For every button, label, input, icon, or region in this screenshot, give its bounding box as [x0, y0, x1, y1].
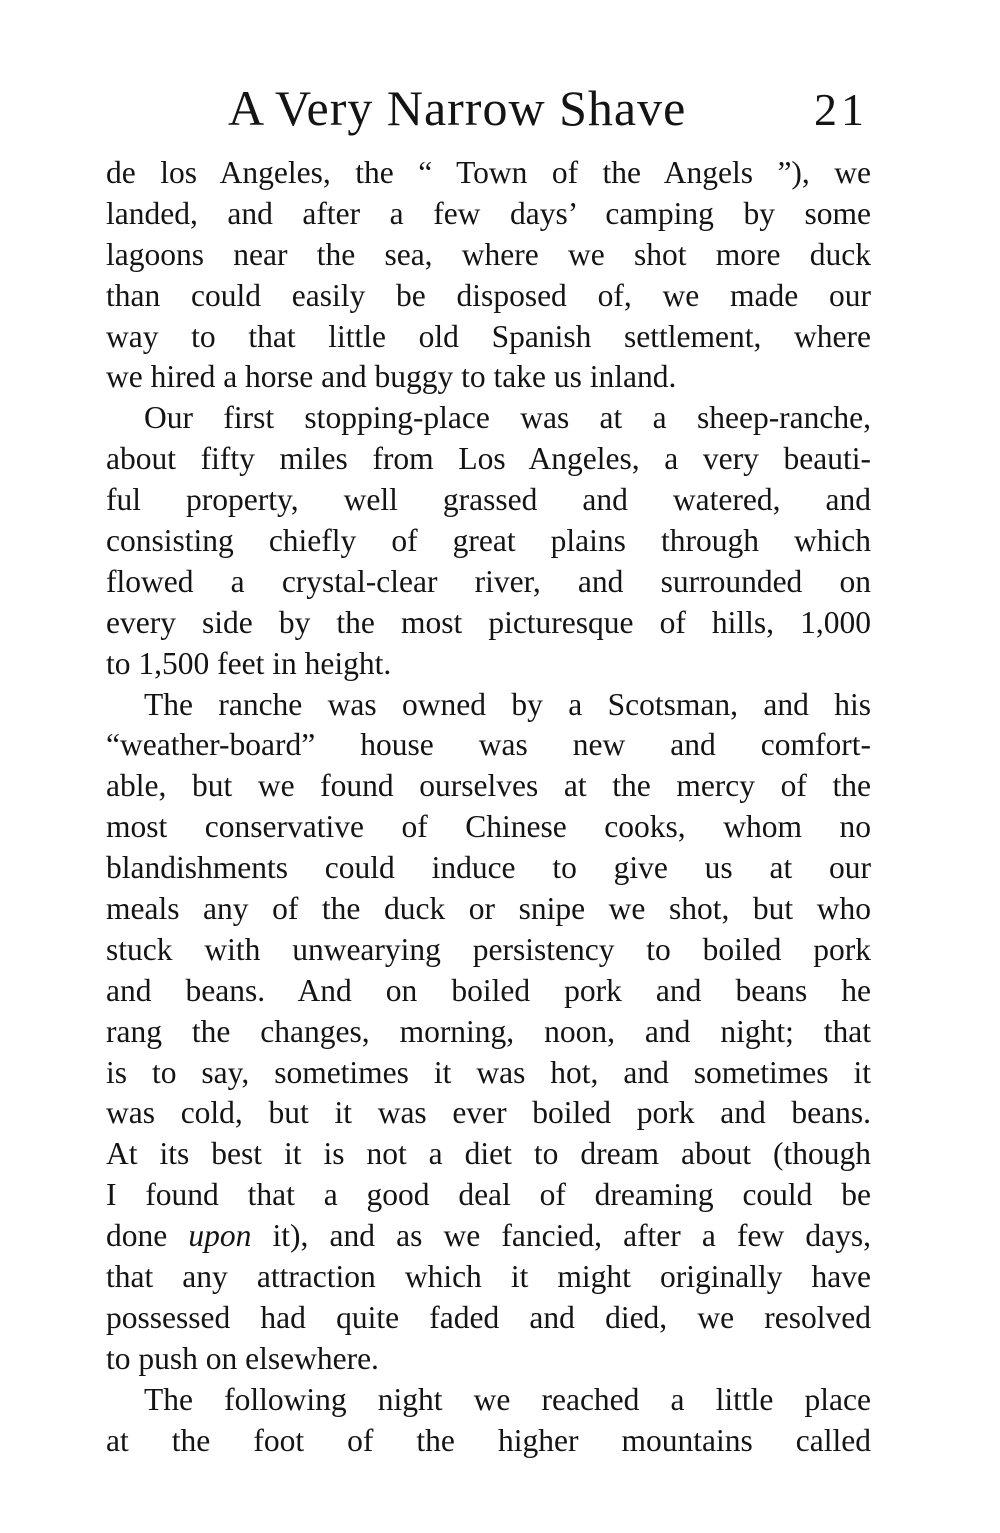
body-text — [106, 153, 871, 1462]
text-line: ful property, well grassed and watered, and — [106, 482, 871, 518]
text-line: was cold, but it was ever boiled pork and beans. — [106, 1095, 871, 1131]
text-line: lagoons near the sea, where we shot more duck — [106, 236, 871, 272]
text-line: blandishments could induce to give us at our — [106, 850, 871, 886]
italic-word: upon — [188, 1218, 252, 1254]
text-line: every side by the most picturesque of hills, 1,000 — [106, 604, 871, 640]
text-line: way to that little old Spanish settlement, where — [106, 318, 871, 354]
text-line: flowed a crystal-clear river, and surrounded on — [106, 563, 871, 599]
text-line: I found that a good deal of dreaming could be — [106, 1177, 871, 1213]
text-line: that any attraction which it might originally have — [106, 1259, 871, 1295]
text-line: stuck with unwearying persistency to boiled pork — [106, 931, 871, 967]
page-number: 21 — [814, 84, 868, 135]
text-line: able, but we found ourselves at the mercy of the — [106, 768, 871, 804]
text-line: de los Angeles, the “ Town of the Angels ”), we — [106, 155, 871, 190]
text-line: and beans. And on boiled pork and beans he — [106, 972, 871, 1008]
text-line: we hired a horse and buggy to take us inland. — [106, 359, 677, 395]
text-line: consisting chiefly of great plains through which — [106, 523, 871, 559]
text-line: The following night we reached a little place — [144, 1381, 871, 1417]
text-line: to 1,500 feet in height. — [106, 645, 392, 681]
text-line: meals any of the duck or snipe we shot, but who — [106, 891, 871, 927]
text-line: at the foot of the higher mountains called — [106, 1422, 871, 1458]
text-line: The ranche was owned by a Scotsman, and his — [144, 686, 871, 722]
text-line: most conservative of Chinese cooks, whom no — [106, 809, 871, 845]
text-line: about fifty miles from Los Angeles, a very beauti- — [106, 441, 871, 477]
text-line: Our first stopping-place was at a sheep-ranche, — [144, 400, 871, 436]
running-title: A Very Narrow Shave — [228, 80, 687, 136]
text-line: landed, and after a few days’ camping by some — [106, 195, 871, 231]
text-line: is to say, sometimes it was hot, and sometimes it — [106, 1054, 871, 1090]
text-line: than could easily be disposed of, we made our — [106, 277, 871, 313]
text-line: rang the changes, morning, noon, and night; that — [106, 1013, 871, 1049]
text-line: possessed had quite faded and died, we resolved — [106, 1299, 871, 1335]
text-line: At its best it is not a diet to dream about (though — [106, 1136, 871, 1172]
text-line: “weather-board” house was new and comfort- — [106, 727, 871, 763]
line-prefix: done — [106, 1218, 189, 1254]
text-line-with-emphasis — [106, 1216, 871, 1257]
line-remainder: it), and as we fancied, after a few days, — [272, 1218, 872, 1254]
text-line: to push on elsewhere. — [106, 1340, 379, 1376]
